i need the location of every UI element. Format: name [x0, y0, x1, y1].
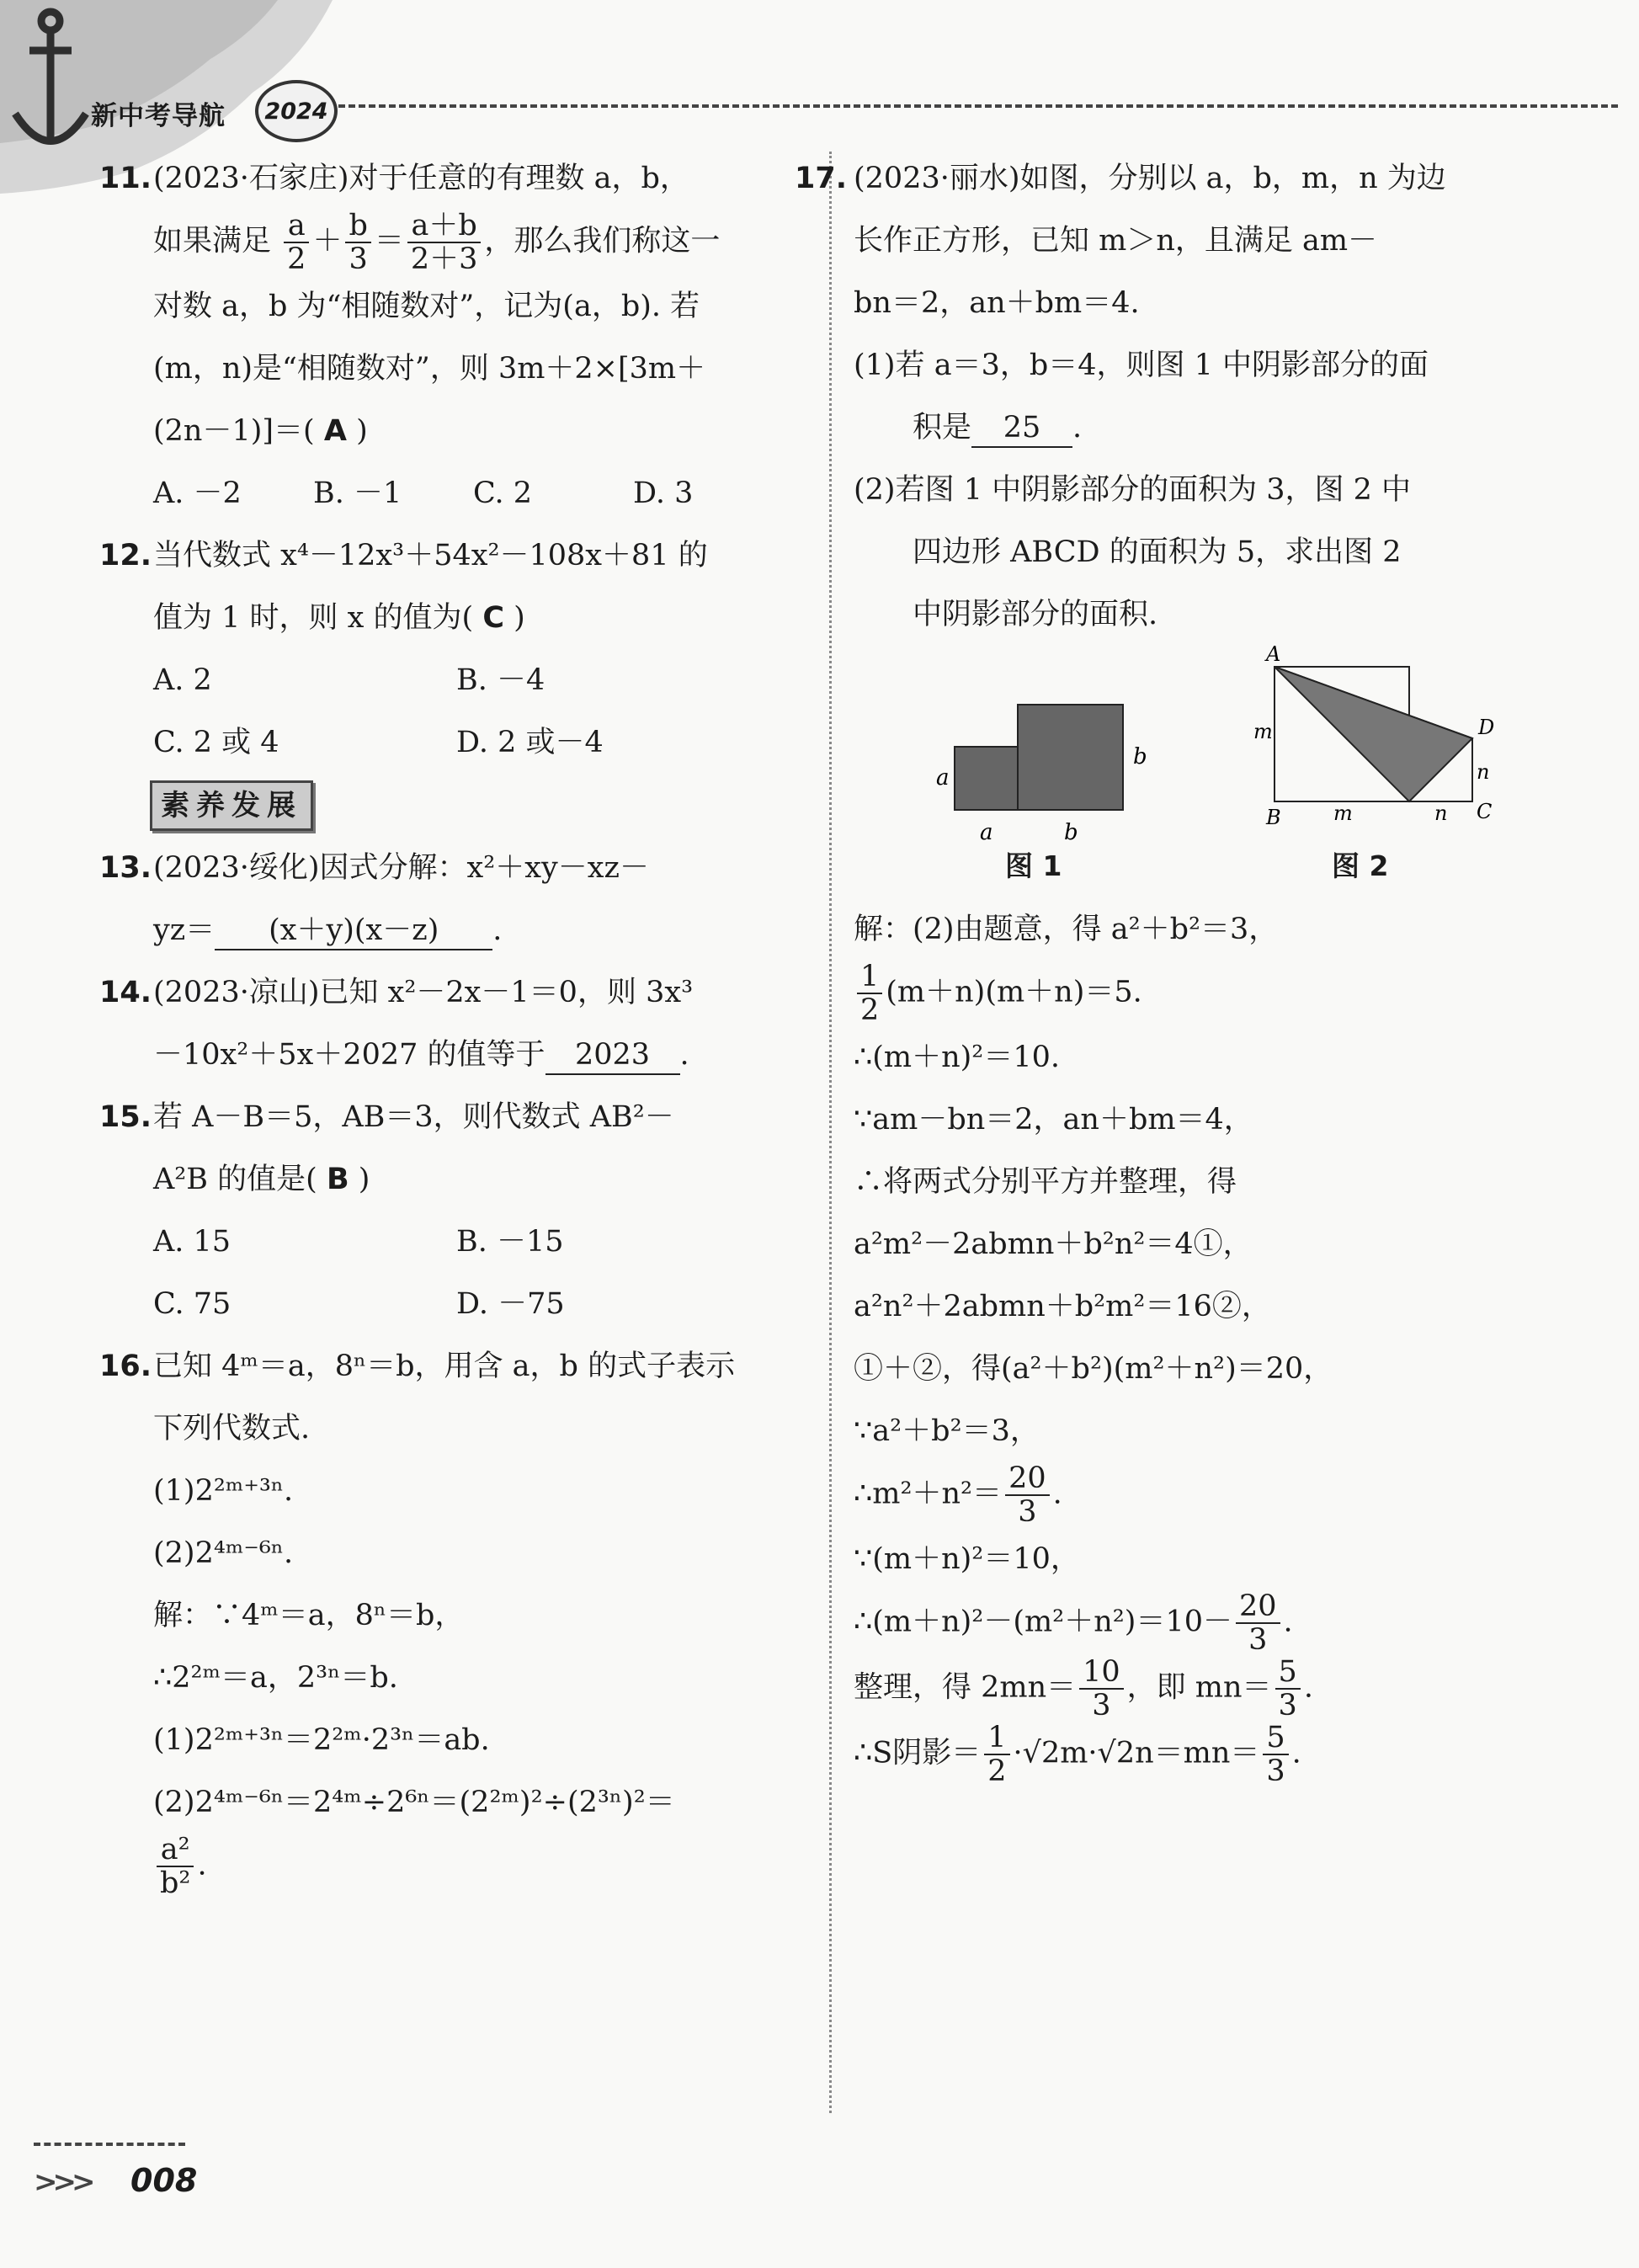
fig1-label: a	[980, 820, 993, 845]
question-text: 若 A－B＝5，AB＝3，则代数式 AB²－	[153, 1100, 674, 1134]
fig1-label: b	[1133, 744, 1147, 769]
fraction: $\frac{a}{2}$	[284, 210, 309, 275]
solution-line: ①＋②，得(a²＋b²)(m²＋n²)＝20，	[854, 1352, 1333, 1386]
options	[153, 649, 810, 711]
sub-question: 四边形 ABCD 的面积为 5，求出图 2	[913, 535, 1402, 569]
option-c: C. 75	[153, 1287, 231, 1321]
solution-line: 整理，得 2mn＝ $\frac{10}{3}$ ，即 mn＝ $\frac{5}{3}$ .	[854, 1655, 1313, 1722]
question-17	[795, 147, 1611, 1788]
question-text: (2023·凉山)已知 x²－2x－1＝0，则 3x³	[153, 976, 694, 1009]
left-column	[99, 147, 810, 1900]
solution-line: 解：∵4ᵐ＝a，8ⁿ＝b，	[153, 1599, 465, 1632]
right-column	[795, 147, 1611, 1788]
question-number: 14.	[99, 976, 152, 1009]
fig2-label: m	[1333, 801, 1353, 825]
figures	[854, 646, 1611, 898]
option-b: B. －15	[456, 1225, 564, 1259]
question-15	[99, 1086, 810, 1335]
options	[153, 1273, 810, 1335]
answer: A	[323, 414, 347, 448]
fig2-label: A	[1266, 646, 1281, 666]
question-13	[99, 837, 810, 961]
shaded-triangle-lower	[1274, 667, 1472, 801]
header-dashed-rule	[338, 104, 1618, 108]
option-a: A. －2	[153, 476, 242, 510]
figure-1	[929, 688, 1207, 856]
question-number: 13.	[99, 851, 152, 885]
fig1-label: b	[1064, 820, 1078, 845]
square-a	[955, 747, 1018, 810]
solution-line: ∴2²ᵐ＝a，2³ⁿ＝b.	[153, 1661, 398, 1695]
question-text: (2023·石家庄)对于任意的有理数 a，b，	[153, 162, 689, 195]
fraction: $\frac{a+b}{2+3}$	[407, 210, 482, 275]
solution-line: (1)2²ᵐ⁺³ⁿ＝2²ᵐ·2³ⁿ＝ab.	[153, 1723, 490, 1757]
fig2-label: D	[1478, 716, 1495, 739]
solution-line: $\frac{1}{2}$ (m＋n)(m＋n)＝5.	[854, 961, 1611, 1026]
options	[153, 711, 810, 774]
fig2-label: m	[1253, 720, 1273, 743]
solution-line: ∵a²＋b²＝3，	[854, 1414, 1040, 1448]
question-12	[99, 524, 810, 774]
footer-dashed-rule	[34, 2143, 185, 2146]
question-text: 长作正方形，已知 m＞n，且满足 am－	[854, 224, 1378, 258]
question-text: 下列代数式.	[153, 1412, 311, 1445]
question-text: 已知 4ᵐ＝a，8ⁿ＝b，用含 a，b 的式子表示	[153, 1350, 736, 1383]
sub-question: (1)若 a＝3，b＝4，则图 1 中阴影部分的面	[854, 349, 1429, 382]
fraction: $\frac{b}{3}$	[345, 210, 370, 275]
solution-line: (2)2⁴ᵐ⁻⁶ⁿ＝2⁴ᵐ÷2⁶ⁿ＝(2²ᵐ)²÷(2³ⁿ)²＝	[153, 1786, 675, 1819]
fraction: $\frac{20}{3}$	[1005, 1462, 1050, 1528]
sub-question: (1)2²ᵐ⁺³ⁿ.	[153, 1474, 294, 1508]
question-16	[99, 1335, 810, 1900]
solution-line: ∴(m＋n)²＝10.	[854, 1041, 1061, 1074]
year-badge: 2024	[255, 80, 338, 142]
sub-question: (2)若图 1 中阴影部分的面积为 3，图 2 中	[854, 473, 1412, 507]
options	[153, 1211, 810, 1273]
option-d: D. －75	[456, 1287, 565, 1321]
solution-line: ∵(m＋n)²＝10，	[854, 1542, 1080, 1576]
option-a: A. 2	[153, 663, 212, 697]
answer-blank: (x＋y)(x－z)	[215, 912, 492, 950]
fig2-label: n	[1434, 801, 1448, 825]
option-c: C. 2 或 4	[153, 726, 279, 759]
fraction: $\frac{1}{2}$	[857, 961, 882, 1026]
page-number: 008	[130, 2162, 198, 2199]
question-text: 如果满足 $\frac{a}{2}$ ＋ $\frac{b}{3}$ ＝ $\frac{a+b}{2+3}$ ，那么我们称这一	[153, 209, 721, 276]
question-text: (2n－1)]＝( A )	[153, 414, 368, 448]
answer-blank: 2023	[545, 1036, 680, 1075]
question-number: 15.	[99, 1100, 152, 1134]
fig2-label: C	[1477, 800, 1493, 823]
question-number: 11.	[99, 162, 152, 195]
section-heading: 素养发展	[150, 780, 313, 831]
figure-2-caption: 图 2	[1332, 849, 1389, 882]
brand-title: 新中考导航	[91, 101, 226, 131]
question-text: (2023·绥化)因式分解：x²＋xy－xz－	[153, 851, 649, 885]
fraction: $\frac{5}{3}$	[1263, 1722, 1288, 1787]
question-11	[99, 147, 810, 524]
question-text: 当代数式 x⁴－12x³＋54x²－108x＋81 的	[153, 539, 708, 572]
fig2-label: B	[1266, 806, 1281, 829]
solution-line: a²m²－2abmn＋b²n²＝4①，	[854, 1227, 1253, 1261]
solution-line: $\frac{\text{a²}}{\text{b²}}$ .	[153, 1834, 810, 1899]
solution-line: ∴(m＋n)²－(m²＋n²)＝10－ $\frac{20}{3}$ .	[854, 1589, 1293, 1657]
question-number: 16.	[99, 1350, 152, 1383]
double-chevron-icon: >>>	[34, 2165, 91, 2199]
option-b: B. －1	[313, 476, 402, 510]
question-number: 17.	[795, 162, 848, 195]
fraction: $\frac{1}{2}$	[984, 1722, 1009, 1787]
figure-1-caption: 图 1	[1005, 849, 1062, 882]
sub-question: 中阴影部分的面积.	[913, 598, 1158, 631]
solution-line: ∵am－bn＝2，an＋bm＝4，	[854, 1103, 1253, 1137]
option-d: D. 2 或－4	[456, 726, 604, 759]
section-heading-wrap	[150, 774, 810, 837]
column-divider	[829, 152, 832, 2113]
question-text: 值为 1 时，则 x 的值为( C )	[153, 601, 525, 635]
question-text: A²B 的值是( B )	[153, 1163, 370, 1196]
question-14	[99, 961, 810, 1086]
answer-blank: 25	[971, 409, 1072, 448]
solution-line: ∴将两式分别平方并整理，得	[854, 1165, 1237, 1199]
fig2-label: n	[1477, 760, 1490, 784]
figure-2	[1232, 646, 1510, 839]
solution-line: ∴S阴影＝ $\frac{1}{2}$ ·√2m·√2n＝mn＝ $\frac{5}{3}$ .	[854, 1721, 1301, 1788]
option-a: A. 15	[153, 1225, 231, 1259]
option-d: D. 3	[633, 476, 694, 510]
option-c: C. 2	[473, 476, 533, 510]
solution-line: 解：(2)由题意，得 a²＋b²＝3，	[854, 913, 1279, 946]
fraction: $\frac{10}{3}$	[1079, 1656, 1124, 1722]
fraction: $\frac{20}{3}$	[1236, 1590, 1280, 1656]
square-b	[1018, 705, 1123, 810]
fraction: $\frac{5}{3}$	[1275, 1656, 1301, 1722]
question-text: (m，n)是“相随数对”，则 3m＋2×[3m＋	[153, 352, 706, 386]
solution-line: a²n²＋2abmn＋b²m²＝16②，	[854, 1290, 1271, 1323]
option-b: B. －4	[456, 663, 545, 697]
question-text: (2023·丽水)如图，分别以 a，b，m，n 为边	[854, 162, 1446, 195]
sub-question: 积是 25 .	[854, 397, 1611, 459]
question-text: 对数 a，b 为“相随数对”，记为(a，b). 若	[153, 290, 700, 323]
question-text: bn＝2，an＋bm＝4.	[854, 286, 1140, 320]
fig1-label: a	[936, 765, 950, 791]
options	[153, 462, 810, 524]
question-number: 12.	[99, 539, 152, 572]
answer: C	[482, 601, 504, 635]
sub-question: (2)2⁴ᵐ⁻⁶ⁿ.	[153, 1536, 294, 1570]
fraction: $\frac{\text{a²}}{\text{b²}}$	[157, 1834, 194, 1899]
solution-line: ∴m²＋n²＝ $\frac{20}{3}$ .	[854, 1461, 1062, 1529]
question-text: －10x²＋5x＋2027 的值等于 2023 .	[153, 1024, 810, 1086]
question-text: yz＝ (x＋y)(x－z) .	[153, 899, 810, 961]
answer: B	[326, 1163, 349, 1196]
